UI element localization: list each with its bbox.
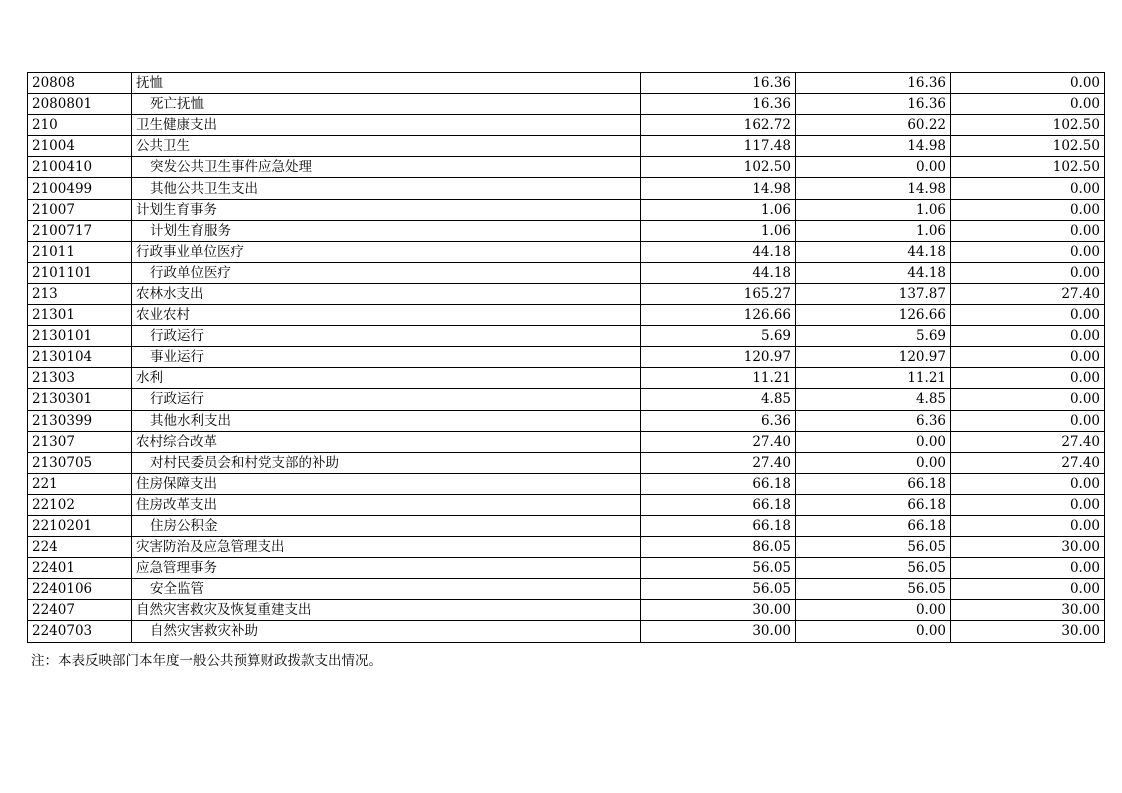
subject-code-cell: 22102 bbox=[28, 494, 132, 515]
subject-code-cell: 210 bbox=[28, 115, 132, 136]
subject-name-cell: 对村民委员会和村党支部的补助 bbox=[132, 452, 641, 473]
subject-code-cell: 22407 bbox=[28, 600, 132, 621]
total-amount-cell: 11.21 bbox=[641, 368, 796, 389]
project-amount-cell: 30.00 bbox=[951, 621, 1105, 642]
subject-code-cell: 21307 bbox=[28, 431, 132, 452]
project-amount-cell: 0.00 bbox=[951, 73, 1105, 94]
basic-amount-cell: 5.69 bbox=[796, 326, 951, 347]
subject-name-cell: 农村综合改革 bbox=[132, 431, 641, 452]
table-row bbox=[28, 157, 1105, 178]
total-amount-cell: 44.18 bbox=[641, 241, 796, 262]
basic-amount-cell: 120.97 bbox=[796, 347, 951, 368]
total-amount-cell: 162.72 bbox=[641, 115, 796, 136]
table-row bbox=[28, 621, 1105, 642]
basic-amount-cell: 56.05 bbox=[796, 579, 951, 600]
basic-amount-cell: 0.00 bbox=[796, 452, 951, 473]
table-row bbox=[28, 136, 1105, 157]
table-row bbox=[28, 283, 1105, 304]
project-amount-cell: 27.40 bbox=[951, 283, 1105, 304]
table-row bbox=[28, 600, 1105, 621]
subject-code-cell: 2210201 bbox=[28, 515, 132, 536]
subject-name-cell: 灾害防治及应急管理支出 bbox=[132, 537, 641, 558]
table-row bbox=[28, 305, 1105, 326]
subject-code-cell: 21007 bbox=[28, 199, 132, 220]
table-row bbox=[28, 452, 1105, 473]
table-row bbox=[28, 199, 1105, 220]
table-body bbox=[28, 73, 1105, 643]
subject-name-cell: 住房改革支出 bbox=[132, 494, 641, 515]
basic-amount-cell: 4.85 bbox=[796, 389, 951, 410]
table-row bbox=[28, 220, 1105, 241]
total-amount-cell: 66.18 bbox=[641, 494, 796, 515]
subject-name-cell: 水利 bbox=[132, 368, 641, 389]
total-amount-cell: 56.05 bbox=[641, 579, 796, 600]
basic-amount-cell: 11.21 bbox=[796, 368, 951, 389]
basic-amount-cell: 1.06 bbox=[796, 220, 951, 241]
subject-code-cell: 2130301 bbox=[28, 389, 132, 410]
subject-name-cell: 其他公共卫生支出 bbox=[132, 178, 641, 199]
subject-name-cell: 自然灾害救灾及恢复重建支出 bbox=[132, 600, 641, 621]
subject-code-cell: 2240106 bbox=[28, 579, 132, 600]
basic-amount-cell: 0.00 bbox=[796, 621, 951, 642]
basic-amount-cell: 66.18 bbox=[796, 494, 951, 515]
basic-amount-cell: 14.98 bbox=[796, 178, 951, 199]
subject-name-cell: 农林水支出 bbox=[132, 283, 641, 304]
subject-name-cell: 行政单位医疗 bbox=[132, 262, 641, 283]
basic-amount-cell: 14.98 bbox=[796, 136, 951, 157]
project-amount-cell: 27.40 bbox=[951, 431, 1105, 452]
table-row bbox=[28, 389, 1105, 410]
basic-amount-cell: 0.00 bbox=[796, 600, 951, 621]
project-amount-cell: 0.00 bbox=[951, 326, 1105, 347]
total-amount-cell: 165.27 bbox=[641, 283, 796, 304]
total-amount-cell: 30.00 bbox=[641, 600, 796, 621]
subject-name-cell: 行政事业单位医疗 bbox=[132, 241, 641, 262]
subject-code-cell: 2130399 bbox=[28, 410, 132, 431]
subject-code-cell: 21011 bbox=[28, 241, 132, 262]
subject-name-cell: 农业农村 bbox=[132, 305, 641, 326]
table-row bbox=[28, 579, 1105, 600]
total-amount-cell: 16.36 bbox=[641, 94, 796, 115]
subject-code-cell: 221 bbox=[28, 473, 132, 494]
project-amount-cell: 0.00 bbox=[951, 220, 1105, 241]
project-amount-cell: 30.00 bbox=[951, 600, 1105, 621]
project-amount-cell: 0.00 bbox=[951, 579, 1105, 600]
project-amount-cell: 0.00 bbox=[951, 558, 1105, 579]
project-amount-cell: 0.00 bbox=[951, 368, 1105, 389]
total-amount-cell: 126.66 bbox=[641, 305, 796, 326]
subject-name-cell: 突发公共卫生事件应急处理 bbox=[132, 157, 641, 178]
subject-name-cell: 安全监管 bbox=[132, 579, 641, 600]
project-amount-cell: 30.00 bbox=[951, 537, 1105, 558]
subject-name-cell: 计划生育事务 bbox=[132, 199, 641, 220]
subject-code-cell: 2240703 bbox=[28, 621, 132, 642]
subject-name-cell: 计划生育服务 bbox=[132, 220, 641, 241]
project-amount-cell: 0.00 bbox=[951, 347, 1105, 368]
table-row bbox=[28, 178, 1105, 199]
subject-code-cell: 2101101 bbox=[28, 262, 132, 283]
subject-name-cell: 其他水利支出 bbox=[132, 410, 641, 431]
table-row bbox=[28, 347, 1105, 368]
basic-amount-cell: 66.18 bbox=[796, 515, 951, 536]
total-amount-cell: 30.00 bbox=[641, 621, 796, 642]
table-row bbox=[28, 494, 1105, 515]
project-amount-cell: 0.00 bbox=[951, 178, 1105, 199]
table-row bbox=[28, 326, 1105, 347]
basic-amount-cell: 66.18 bbox=[796, 473, 951, 494]
subject-name-cell: 抚恤 bbox=[132, 73, 641, 94]
basic-amount-cell: 44.18 bbox=[796, 241, 951, 262]
subject-name-cell: 自然灾害救灾补助 bbox=[132, 621, 641, 642]
subject-name-cell: 公共卫生 bbox=[132, 136, 641, 157]
subject-code-cell: 224 bbox=[28, 537, 132, 558]
project-amount-cell: 27.40 bbox=[951, 452, 1105, 473]
basic-amount-cell: 137.87 bbox=[796, 283, 951, 304]
project-amount-cell: 0.00 bbox=[951, 515, 1105, 536]
subject-name-cell: 住房保障支出 bbox=[132, 473, 641, 494]
subject-code-cell: 21004 bbox=[28, 136, 132, 157]
budget-table bbox=[27, 72, 1105, 643]
basic-amount-cell: 16.36 bbox=[796, 73, 951, 94]
subject-name-cell: 卫生健康支出 bbox=[132, 115, 641, 136]
table-footnote: 注：本表反映部门本年度一般公共预算财政拨款支出情况。 bbox=[31, 653, 382, 669]
total-amount-cell: 66.18 bbox=[641, 515, 796, 536]
total-amount-cell: 86.05 bbox=[641, 537, 796, 558]
project-amount-cell: 0.00 bbox=[951, 262, 1105, 283]
total-amount-cell: 56.05 bbox=[641, 558, 796, 579]
total-amount-cell: 66.18 bbox=[641, 473, 796, 494]
basic-amount-cell: 0.00 bbox=[796, 431, 951, 452]
total-amount-cell: 27.40 bbox=[641, 452, 796, 473]
basic-amount-cell: 1.06 bbox=[796, 199, 951, 220]
total-amount-cell: 1.06 bbox=[641, 220, 796, 241]
total-amount-cell: 117.48 bbox=[641, 136, 796, 157]
basic-amount-cell: 44.18 bbox=[796, 262, 951, 283]
subject-code-cell: 2100717 bbox=[28, 220, 132, 241]
subject-code-cell: 21303 bbox=[28, 368, 132, 389]
project-amount-cell: 0.00 bbox=[951, 241, 1105, 262]
subject-name-cell: 事业运行 bbox=[132, 347, 641, 368]
project-amount-cell: 102.50 bbox=[951, 136, 1105, 157]
table-row bbox=[28, 73, 1105, 94]
table-row bbox=[28, 241, 1105, 262]
total-amount-cell: 5.69 bbox=[641, 326, 796, 347]
basic-amount-cell: 126.66 bbox=[796, 305, 951, 326]
project-amount-cell: 0.00 bbox=[951, 305, 1105, 326]
table-row bbox=[28, 115, 1105, 136]
total-amount-cell: 6.36 bbox=[641, 410, 796, 431]
total-amount-cell: 4.85 bbox=[641, 389, 796, 410]
total-amount-cell: 14.98 bbox=[641, 178, 796, 199]
total-amount-cell: 16.36 bbox=[641, 73, 796, 94]
total-amount-cell: 1.06 bbox=[641, 199, 796, 220]
table-row bbox=[28, 473, 1105, 494]
table-row bbox=[28, 515, 1105, 536]
project-amount-cell: 0.00 bbox=[951, 494, 1105, 515]
subject-code-cell: 2080801 bbox=[28, 94, 132, 115]
project-amount-cell: 0.00 bbox=[951, 199, 1105, 220]
subject-code-cell: 2100499 bbox=[28, 178, 132, 199]
project-amount-cell: 102.50 bbox=[951, 115, 1105, 136]
basic-amount-cell: 56.05 bbox=[796, 558, 951, 579]
subject-code-cell: 22401 bbox=[28, 558, 132, 579]
subject-code-cell: 2100410 bbox=[28, 157, 132, 178]
project-amount-cell: 0.00 bbox=[951, 389, 1105, 410]
project-amount-cell: 0.00 bbox=[951, 410, 1105, 431]
subject-code-cell: 213 bbox=[28, 283, 132, 304]
total-amount-cell: 120.97 bbox=[641, 347, 796, 368]
table-row bbox=[28, 431, 1105, 452]
subject-code-cell: 2130705 bbox=[28, 452, 132, 473]
total-amount-cell: 27.40 bbox=[641, 431, 796, 452]
subject-name-cell: 应急管理事务 bbox=[132, 558, 641, 579]
subject-code-cell: 20808 bbox=[28, 73, 132, 94]
table-row bbox=[28, 558, 1105, 579]
subject-name-cell: 行政运行 bbox=[132, 326, 641, 347]
basic-amount-cell: 56.05 bbox=[796, 537, 951, 558]
table-row bbox=[28, 94, 1105, 115]
subject-name-cell: 行政运行 bbox=[132, 389, 641, 410]
subject-code-cell: 21301 bbox=[28, 305, 132, 326]
total-amount-cell: 44.18 bbox=[641, 262, 796, 283]
basic-amount-cell: 60.22 bbox=[796, 115, 951, 136]
subject-code-cell: 2130104 bbox=[28, 347, 132, 368]
table-row bbox=[28, 262, 1105, 283]
table-row bbox=[28, 368, 1105, 389]
table-row bbox=[28, 410, 1105, 431]
basic-amount-cell: 0.00 bbox=[796, 157, 951, 178]
basic-amount-cell: 16.36 bbox=[796, 94, 951, 115]
subject-name-cell: 死亡抚恤 bbox=[132, 94, 641, 115]
project-amount-cell: 0.00 bbox=[951, 473, 1105, 494]
subject-code-cell: 2130101 bbox=[28, 326, 132, 347]
subject-name-cell: 住房公积金 bbox=[132, 515, 641, 536]
project-amount-cell: 0.00 bbox=[951, 94, 1105, 115]
total-amount-cell: 102.50 bbox=[641, 157, 796, 178]
basic-amount-cell: 6.36 bbox=[796, 410, 951, 431]
project-amount-cell: 102.50 bbox=[951, 157, 1105, 178]
table-row bbox=[28, 537, 1105, 558]
